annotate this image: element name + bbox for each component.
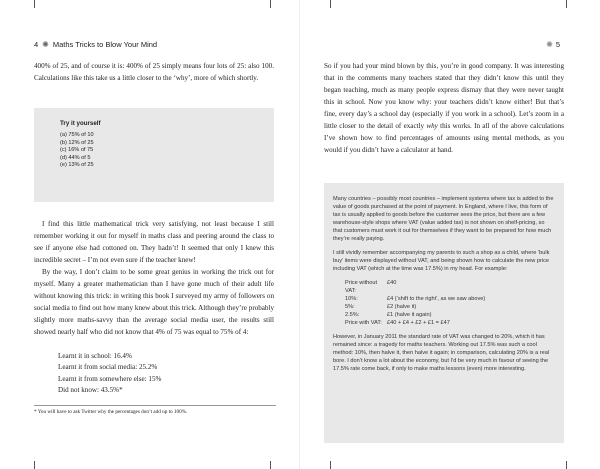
right-page — [300, 0, 600, 469]
box-paragraph: However, in January 2011 the standard rate of VAT was changed to 20%, which it has remained since: a tragedy for maths teachers. Working out 17.5% was such a cool method: 10%, then halve it, then halve it again; in comparison, calculating 20% is a real bore. I don’t know a lot about the economy, but I’d be very much in favour of seeing the 17.5% rate come back, if only to make maths lessons (even) more interesting. — [333, 334, 550, 372]
box-title: Try it yourself — [60, 120, 101, 127]
survey-results — [58, 351, 161, 396]
calc-row: Price with VAT: £40 + £4 + £2 + £1 = £47 — [345, 319, 450, 326]
exercise-list — [60, 132, 248, 170]
page-number: 4 — [34, 40, 39, 49]
exercise-item: (a) 75% of 10 — [60, 132, 94, 138]
sun-ornament-icon: ✺ — [546, 40, 553, 49]
survey-result: Did not know: 43.5%* — [58, 385, 123, 394]
exercise-item: (e) 13% of 25 — [60, 162, 94, 169]
exercise-item: (b) 12% of 25 — [60, 139, 94, 146]
sun-ornament-icon: ✺ — [42, 40, 49, 49]
paragraph: So if you had your mind blown by this, you’re in good company. It was interesting that in the comments many teachers stated that they didn’t know this until they began teaching, much as many people express dismay that they were never taught this in school. Now you know why: your teachers didn’t know either! But that’s fine, every day’s a school day (especially if you work in a school). Let’s zoom in a little closer to the detail of exactly why this works. In all of the above calculations I’ve shown how to find percentages of amounts using mental methods, as you would if you didn’t have a calculator at hand. — [324, 62, 564, 154]
paragraph: I find this little mathematical trick very satisfying, not least because I still remember working it out for myself in maths class and peering around the class to see if anyone else had cottoned on. They hadn’t! It seemed that only I knew this incredible secret – I’m not even sure if the teacher knew! — [34, 220, 274, 264]
exercise-item: (c) 16% of 75 — [60, 147, 94, 154]
footnote-divider — [34, 405, 276, 406]
box-paragraph: I still vividly remember accompanying my parents to such a shop as a child, where ‘bulk buy’ items were displayed without VAT, and being shown how to calculate the new price including VAT (which at the time was 17.5%) in my head. For example: — [333, 250, 550, 272]
running-head-right — [546, 40, 560, 49]
vat-sidebar-box — [324, 183, 564, 443]
survey-result: Learnt it from somewhere else: 15% — [58, 374, 162, 383]
running-head-left — [34, 40, 157, 49]
try-it-yourself-box — [34, 108, 274, 202]
box-paragraph: Many countries – possibly most countries – implement systems where tax is added to the value of goods purchased at the point of payment. In England, where I live, this form of tax is usually applied to goods before the customer sees the price, but there are a few warehouse-style shops where VAT (value added tax) is not shown on shelf-pricing, so that customers must work it out for themselves if they want to be prepared for how much they’re really paying. — [333, 196, 554, 242]
calc-row: 10%: £4 (‘shift to the right’, as we saw above) — [345, 296, 486, 303]
survey-result: Learnt it in school: 16.4% — [58, 352, 132, 360]
paragraph: By the way, I don’t claim to be some great genius in working the trick out for myself. Many a greater mathematician than I have gone much of their adult life without knowing this trick: in writing this book I surveyed my army of followers on social media to find out how many knew about this trick. Although they’re probably slightly more maths-savvy than the average social media user, the results still showed nearly half who did not know that 4% of 75 was equal to 75% of 4: — [34, 268, 274, 336]
footnote: * You will have to ask Twitter why the percentages don’t add up to 100%. — [34, 409, 188, 415]
calc-row: Price without VAT: £40 — [345, 280, 397, 295]
exercise-item: (d) 44% of 5 — [60, 154, 91, 161]
vat-calculation — [345, 280, 555, 327]
survey-result: Learnt it from social media: 25.2% — [58, 363, 158, 372]
paragraph: 400% of 25, and of course it is: 400% of 25 simply means four lots of 25: also 100. Calculations like this take us a little closer to the ‘why’, more of which shortly. — [34, 62, 274, 82]
body-text-block — [34, 218, 274, 338]
page-number: 5 — [555, 40, 560, 49]
calc-row: 2.5%: £1 (halve it again) — [345, 311, 432, 318]
running-title: Maths Tricks to Blow Your Mind — [52, 40, 158, 49]
calc-row: 5%: £2 (halve it) — [345, 304, 417, 311]
